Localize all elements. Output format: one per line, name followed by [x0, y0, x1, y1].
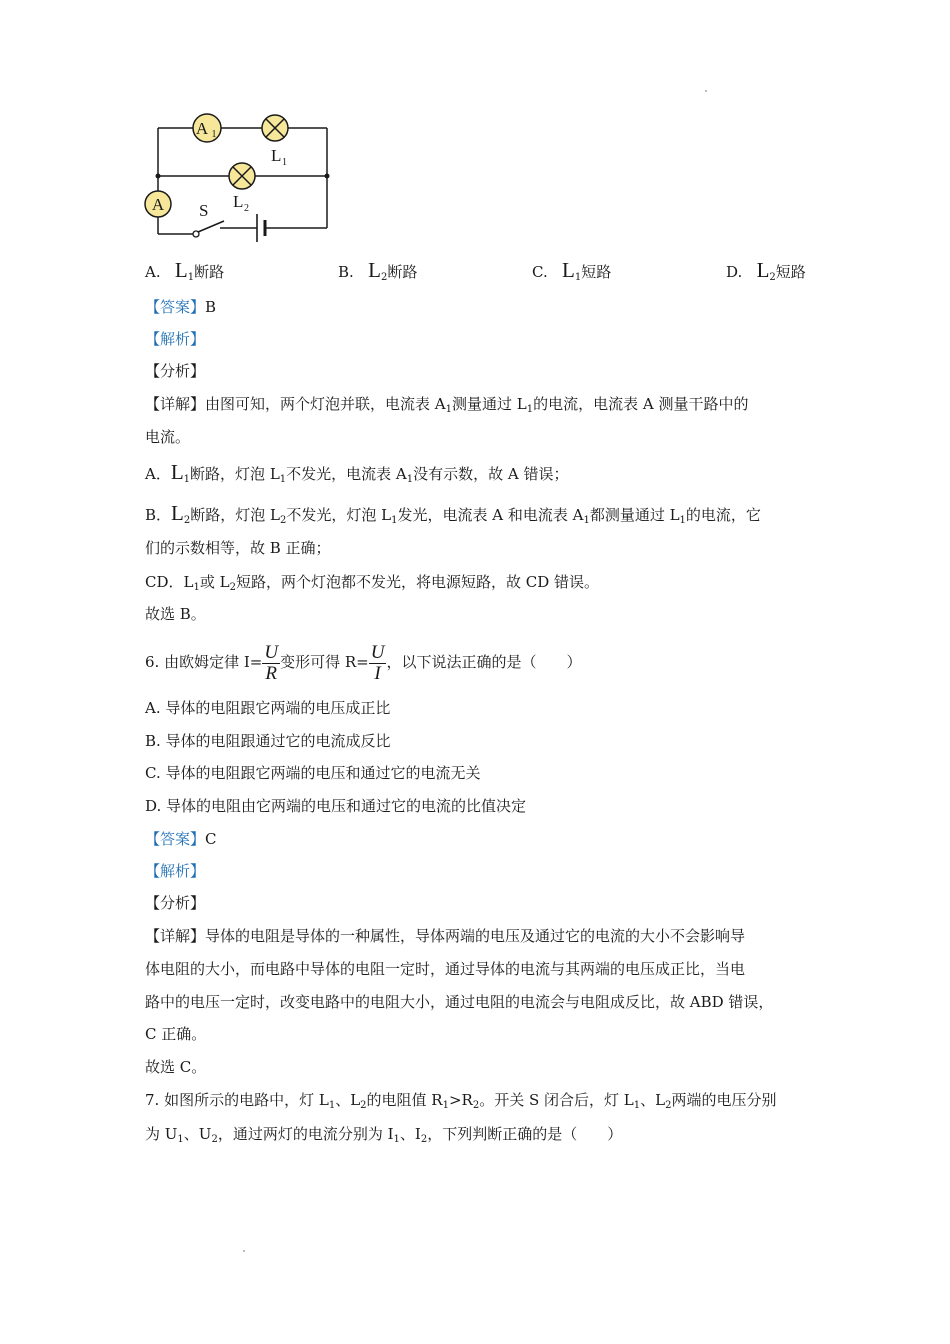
q5-option-d: D. $L_2$短路: [726, 258, 806, 283]
q5-analysis-tag: 【解析】: [145, 330, 206, 348]
q6-choose: 故选 C。: [145, 1058, 207, 1076]
q5-detail-line2: 电流。: [145, 428, 191, 446]
lamp-l1: [262, 115, 288, 141]
q5-option-b: B. $L_2$断路: [338, 258, 418, 283]
q6-fenxi-tag: 【分析】: [145, 894, 206, 912]
ammeter-a1-label: A: [195, 119, 209, 138]
q6-stem: 6. 由欧姆定律 I= $\frac{U}{R}$ 变形可得 R= $\frac{U}{I}$ ，以下说法正确的是（ ）: [145, 641, 582, 684]
q7-stem-line2: 为 $U_1$、$U_2$，通过两灯的电流分别为 $I_1$、$I_2$，下列判断正确的是（ ）: [145, 1125, 623, 1145]
ammeter-a1-sub: 1: [211, 129, 217, 140]
q7-stem-line1: 7. 如图所示的电路中，灯 $L_1$、$L_2$的电阻值 $R_1>R_2$。开关 S 闭合后，灯 $L_1$、$L_2$两端的电压分别: [145, 1091, 777, 1111]
ammeter-a-label: A: [151, 195, 165, 214]
lamp-l2-label: L: [233, 192, 244, 211]
q6-fraction-2: $\frac{U}{I}$: [370, 641, 385, 684]
lamp-l1-label: L: [271, 146, 282, 165]
q5-explain-b-line2: 们的示数相等，故 B 正确；: [145, 539, 331, 557]
q5-option-c: C. $L_1$短路: [532, 258, 612, 283]
lamp-l2-sub: 2: [244, 203, 249, 214]
circuit-diagram: [140, 110, 340, 250]
q6-detail-line2: 体电阻的大小，而电路中导体的电阻一定时，通过导体的电流与其两端的电压成正比，当电: [145, 960, 746, 978]
q5-explain-b: B．$L_2$断路，灯泡 $L_2$不发光，灯泡 $L_1$发光，电流表 A 和电流表 $A_1$都测量通过 $L_1$的电流，它: [145, 501, 761, 526]
q5-choose: 故选 B。: [145, 605, 206, 623]
q6-option-c: C. 导体的电阻跟它两端的电压和通过它的电流无关: [145, 764, 481, 782]
switch-contact: [193, 231, 199, 237]
switch-label: S: [199, 201, 209, 220]
q6-option-a: A. 导体的电阻跟它两端的电压成正比: [145, 699, 391, 717]
q6-analysis-tag: 【解析】: [145, 862, 206, 880]
lamp-l2: [229, 163, 255, 189]
q5-explain-a: A．$L_1$断路，灯泡 $L_1$不发光，电流表 $A_1$没有示数，故 A 错误；: [145, 460, 569, 485]
q6-fraction-1: $\frac{U}{R}$: [264, 641, 279, 684]
scan-speck: [243, 1250, 245, 1252]
q6-answer: 【答案】C: [145, 830, 217, 848]
q5-detail-line1: 【详解】由图可知，两个灯泡并联，电流表 $A_1$测量通过 $L_1$的电流，电流表 A 测量干路中的: [145, 395, 749, 415]
q6-detail-line4: C 正确。: [145, 1025, 207, 1043]
scan-speck: [705, 90, 707, 92]
q6-option-b: B. 导体的电阻跟通过它的电流成反比: [145, 732, 391, 750]
q6-detail-line3: 路中的电压一定时，改变电路中的电阻大小，通过电阻的电流会与电阻成反比，故 ABD 错误，: [145, 993, 774, 1011]
q5-explain-cd: CD．$L_1$或 $L_2$短路，两个灯泡都不发光，将电源短路，故 CD 错误。: [145, 573, 599, 593]
q5-fenxi-tag: 【分析】: [145, 362, 206, 380]
q6-detail-line1: 【详解】导体的电阻是导体的一种属性，导体两端的电压及通过它的电流的大小不会影响导: [145, 927, 746, 945]
lamp-l1-sub: 1: [282, 157, 287, 168]
q5-answer: 【答案】B: [145, 298, 217, 316]
q5-option-a: A. $L_1$断路: [145, 258, 225, 283]
q6-option-d: D. 导体的电阻由它两端的电压和通过它的电流的比值决定: [145, 797, 527, 815]
